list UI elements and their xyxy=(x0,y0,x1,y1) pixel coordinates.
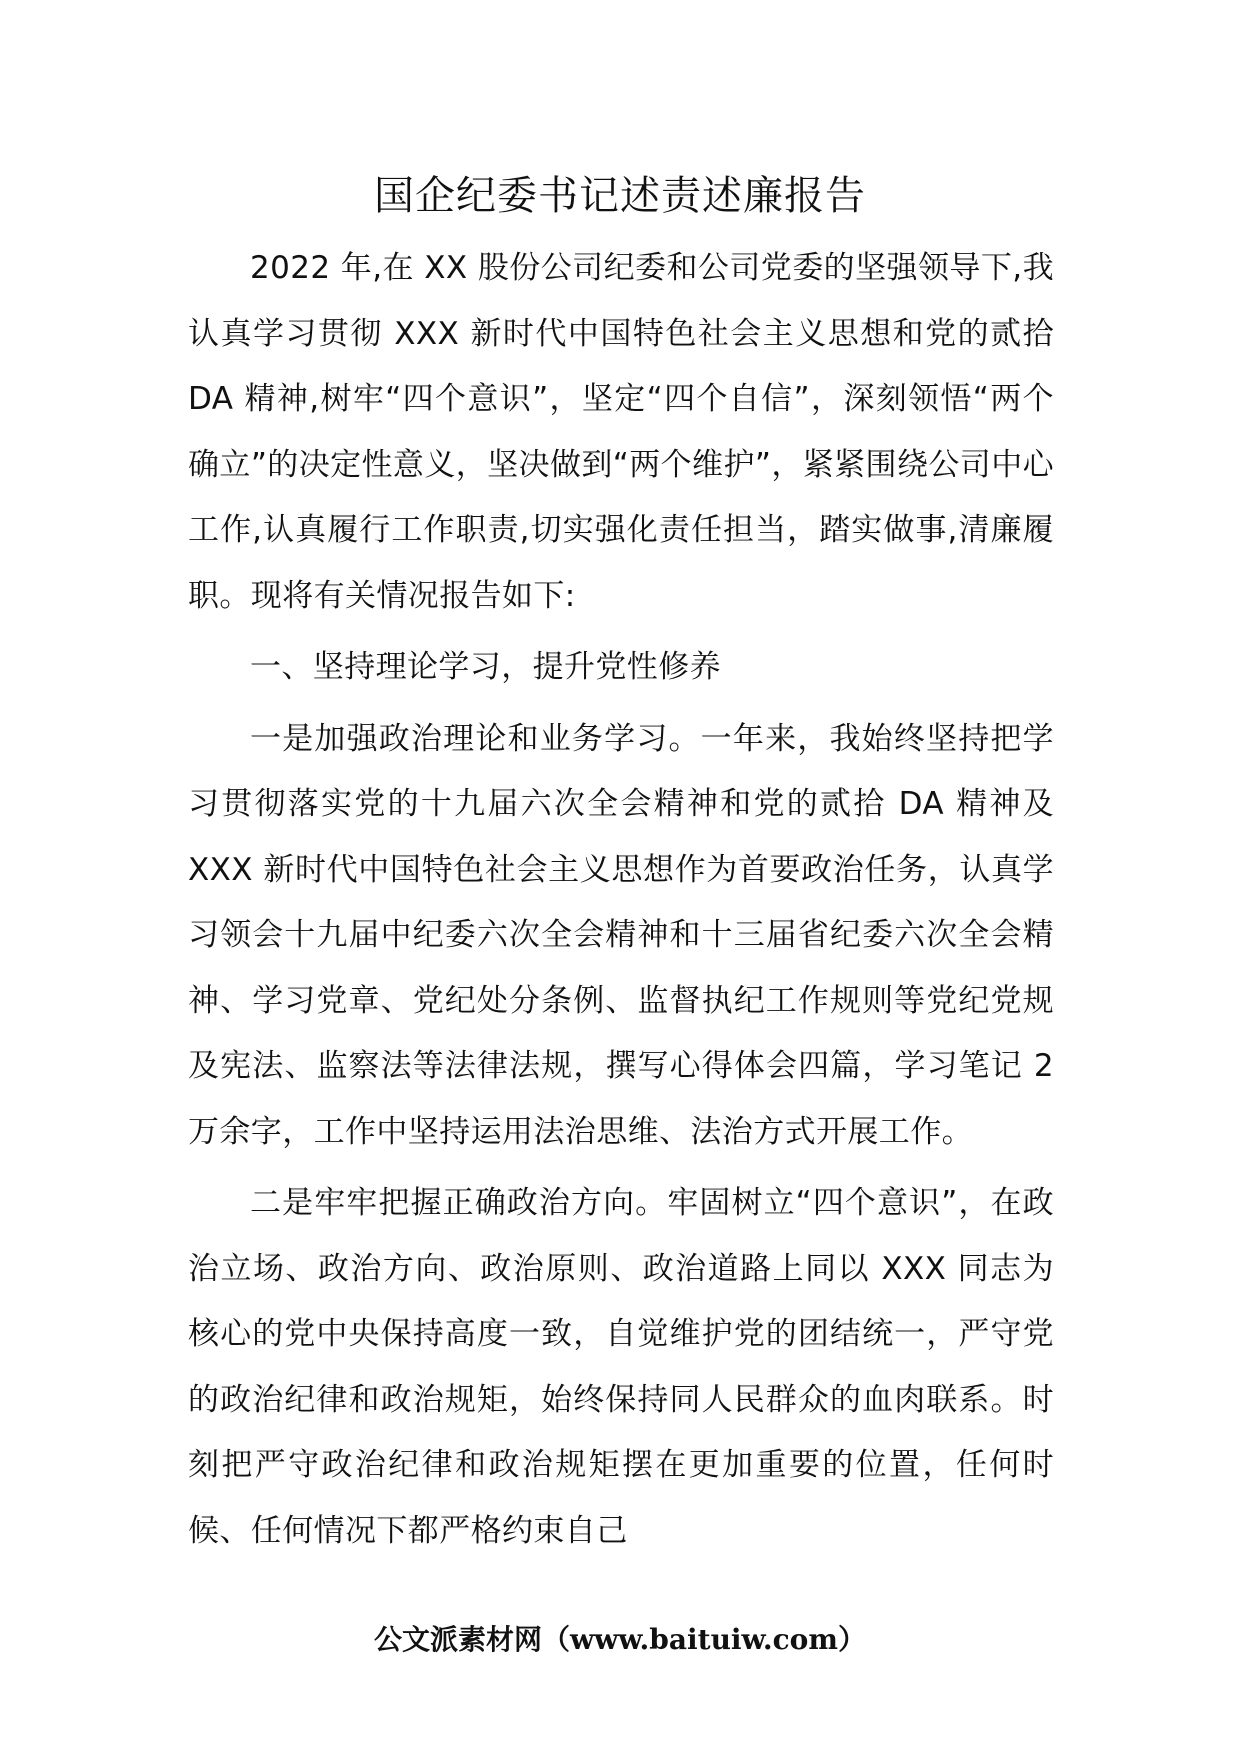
document-body xyxy=(188,236,1054,1564)
body-paragraph-study: 一是加强政治理论和业务学习。一年来，我始终坚持把学习贯彻落实党的十九届六次全会精神和党的贰拾 DA 精神及 XXX 新时代中国特色社会主义思想作为首要政治任务，认真学习领会十九届中纪委六次全会精神和十三届省纪委六次全会精神、学习党章、党纪处分条例、监督执纪工作规则等党纪党规及宪法、监察法等法律法规，撰写心得体会四篇，学习笔记 2 万余字，工作中坚持运用法治思维、法治方式开展工作。 xyxy=(188,720,1054,1150)
footer-watermark: 公文派素材网（www.baituiw.com） xyxy=(374,1623,866,1656)
body-paragraph-political-direction: 二是牢牢把握正确政治方向。牢固树立“四个意识”，在政治立场、政治方向、政治原则、政治道路上同以 XXX 同志为核心的党中央保持高度一致，自觉维护党的团结统一，严守党的政治纪律和政治规矩，始终保持同人民群众的血肉联系。时刻把严守政治纪律和政治规矩摆在更加重要的位置，任何时候、任何情况下都严格约束自己 xyxy=(188,1185,1054,1549)
intro-paragraph: 2022 年,在 XX 股份公司纪委和公司党委的坚强领导下,我认真学习贯彻 XXX 新时代中国特色社会主义思想和党的贰拾 DA 精神,树牢“四个意识”，坚定“四个自信”，深刻领悟“两个确立”的决定性意义，坚决做到“两个维护”，紧紧围绕公司中心工作,认真履行工作职责,切实强化责任担当，踏实做事,清廉履职。现将有关情况报告如下: xyxy=(188,250,1054,614)
section-heading: 一、坚持理论学习，提升党性修养 xyxy=(250,649,721,685)
document-title: 国企纪委书记述责述廉报告 xyxy=(374,173,866,219)
